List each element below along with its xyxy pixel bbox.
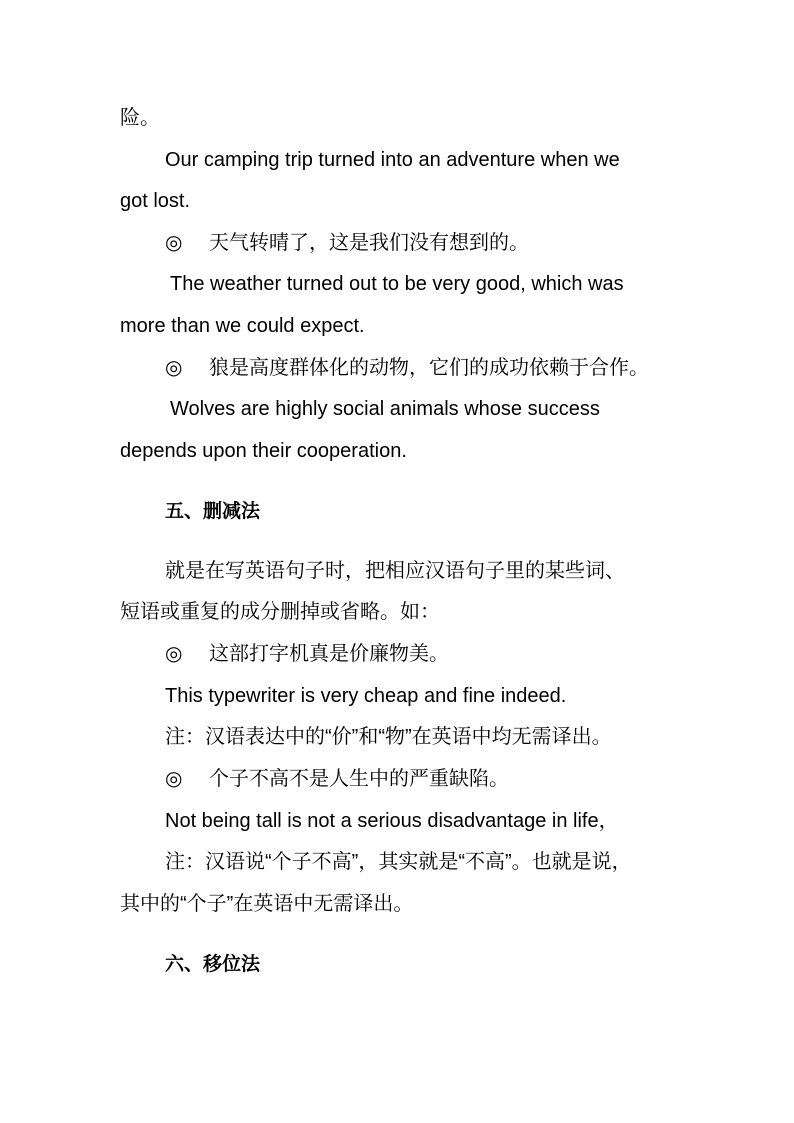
bullet-icon: ◎ <box>165 357 183 379</box>
bullet-item <box>165 229 725 257</box>
section-heading: 五、删减法 <box>165 500 261 522</box>
text-line: more than we could expect. <box>120 315 365 337</box>
text-line: 其中的“个子”在英语中无需译出。 <box>120 893 414 915</box>
text-line: 就是在写英语句子时，把相应汉语句子里的某些词、 <box>165 560 625 582</box>
bullet-icon: ◎ <box>165 768 183 790</box>
bullet-text: 个子不高不是人生中的严重缺陷。 <box>209 768 509 790</box>
text-line: This typewriter is very cheap and fine indeed. <box>165 685 567 707</box>
bullet-icon: ◎ <box>165 643 183 665</box>
text-line: Wolves are highly social animals whose success <box>170 398 600 420</box>
text-line: 险。 <box>120 107 160 129</box>
note-line: 注：汉语表达中的“价”和“物”在英语中均无需译出。 <box>165 726 612 748</box>
text-line: got lost. <box>120 190 191 212</box>
bullet-text: 天气转晴了，这是我们没有想到的。 <box>209 232 529 254</box>
bullet-item <box>165 640 725 668</box>
bullet-text: 这部打字机真是价廉物美。 <box>209 643 449 665</box>
text-line: The weather turned out to be very good, which was <box>170 273 624 295</box>
text-line: 短语或重复的成分删掉或省略。如： <box>120 601 440 623</box>
bullet-icon: ◎ <box>165 232 183 254</box>
text-line: Not being tall is not a serious disadvantage in life， <box>165 810 619 832</box>
section-heading: 六、移位法 <box>165 953 261 975</box>
text-line: Our camping trip turned into an adventure when we <box>165 149 620 171</box>
bullet-item <box>165 354 725 382</box>
note-line: 注：汉语说“个子不高”，其实就是“不高”。也就是说， <box>165 851 632 873</box>
bullet-text: 狼是高度群体化的动物，它们的成功依赖于合作。 <box>209 357 649 379</box>
bullet-item <box>165 765 725 793</box>
text-line: depends upon their cooperation. <box>120 440 407 462</box>
